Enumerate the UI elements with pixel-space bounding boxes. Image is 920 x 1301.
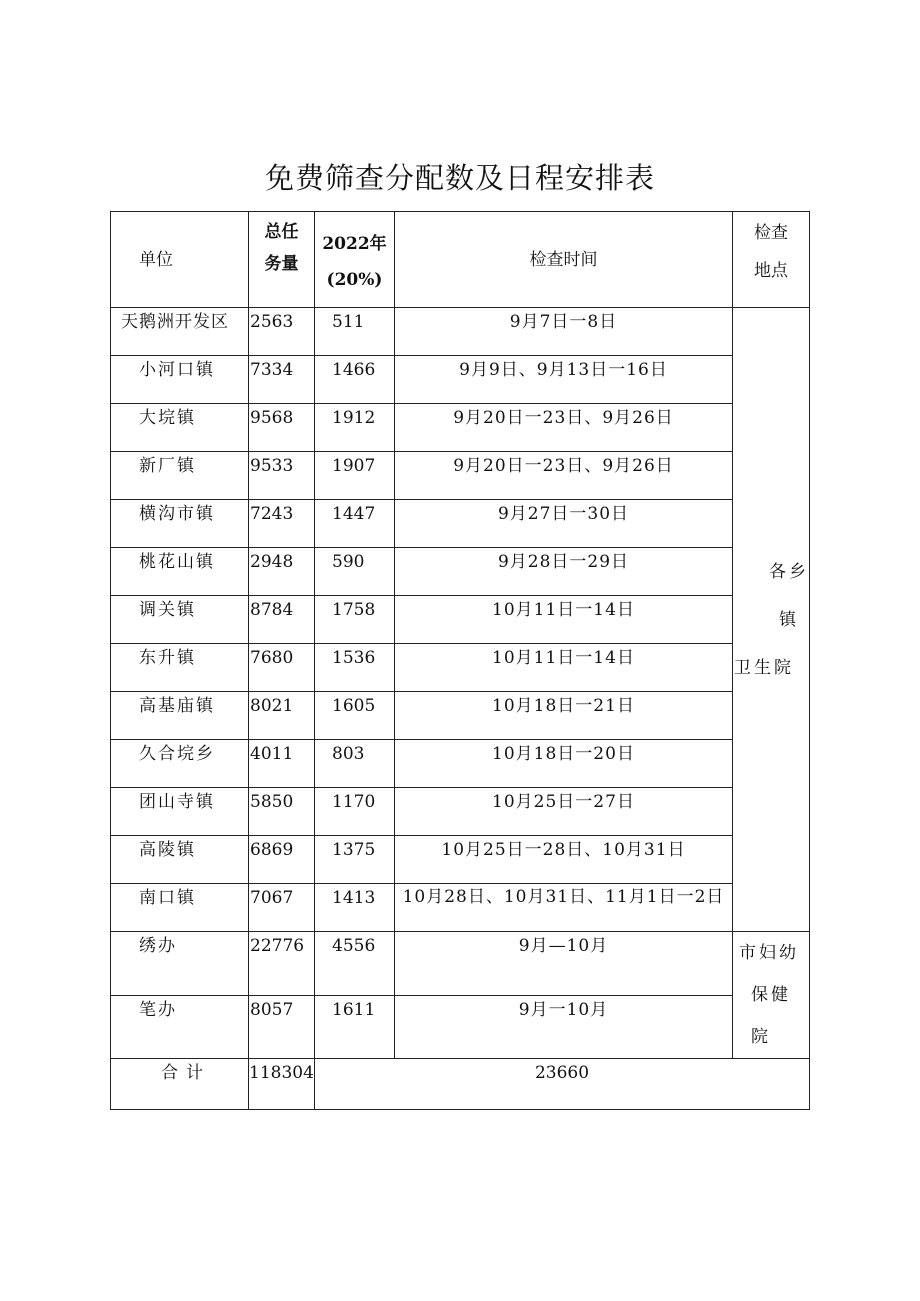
time-cell: 9月—10月: [395, 932, 733, 996]
unit-cell: 横沟市镇: [111, 500, 249, 548]
time-cell: 10月25日一27日: [395, 788, 733, 836]
total-cell: 2948: [249, 548, 315, 596]
total-cell: 8784: [249, 596, 315, 644]
summary-row: [111, 1059, 810, 1110]
location-township-line1: 各乡镇: [769, 561, 809, 630]
table-row: [111, 932, 810, 996]
table-row: [111, 884, 810, 932]
total-cell: 8057: [249, 995, 315, 1059]
unit-cell: 团山寺镇: [111, 788, 249, 836]
time-cell: 9月7日一8日: [395, 308, 733, 356]
header-year-line2: (20%): [326, 270, 383, 290]
summary-label: 合计: [111, 1059, 249, 1110]
total-cell: 9533: [249, 452, 315, 500]
table-row: [111, 308, 810, 356]
table-row: [111, 452, 810, 500]
table-row: [111, 692, 810, 740]
location-township-cell: [733, 308, 810, 932]
total-cell: 7067: [249, 884, 315, 932]
total-cell: 7334: [249, 356, 315, 404]
header-unit: 单位: [111, 212, 249, 308]
page-title: 免费筛查分配数及日程安排表: [264, 161, 655, 195]
total-cell: 4011: [249, 740, 315, 788]
header-location-line1: 检查: [754, 223, 788, 243]
location-city-line2: 保健院: [751, 985, 791, 1047]
time-cell: 10月11日一14日: [395, 596, 733, 644]
unit-cell: 南口镇: [111, 884, 249, 932]
time-cell: 9月20日一23日、9月26日: [395, 452, 733, 500]
summary-total: 118304: [249, 1059, 315, 1110]
year-cell: 1466: [315, 356, 395, 404]
year-cell: 1536: [315, 644, 395, 692]
unit-cell: 高陵镇: [111, 836, 249, 884]
time-cell: 9月9日、9月13日一16日: [395, 356, 733, 404]
table-row: [111, 836, 810, 884]
unit-cell: 桃花山镇: [111, 548, 249, 596]
unit-cell: 久合垸乡: [111, 740, 249, 788]
time-cell: 9月一10月: [395, 995, 733, 1059]
table-row: [111, 995, 810, 1059]
total-cell: 7680: [249, 644, 315, 692]
header-check-time: 检查时间: [395, 212, 733, 308]
total-cell: 8021: [249, 692, 315, 740]
year-cell: 1907: [315, 452, 395, 500]
table-row: [111, 740, 810, 788]
header-total-line1: 总任: [264, 222, 299, 242]
year-cell: 511: [315, 308, 395, 356]
time-cell: 9月28日一29日: [395, 548, 733, 596]
header-row: [111, 212, 810, 308]
table-row: [111, 500, 810, 548]
year-cell: 1413: [315, 884, 395, 932]
schedule-table-body: [111, 212, 810, 1110]
table-row: [111, 596, 810, 644]
time-cell: 10月18日一20日: [395, 740, 733, 788]
time-cell: 10月28日、10月31日、11月1日一2日: [395, 884, 733, 932]
schedule-table: [110, 211, 810, 1110]
summary-year: 23660: [315, 1059, 810, 1110]
header-year-line1: 2022年: [322, 234, 387, 254]
total-cell: 9568: [249, 404, 315, 452]
year-cell: 1605: [315, 692, 395, 740]
table-row: [111, 356, 810, 404]
year-cell: 803: [315, 740, 395, 788]
year-cell: 1758: [315, 596, 395, 644]
unit-cell: 小河口镇: [111, 356, 249, 404]
total-cell: 6869: [249, 836, 315, 884]
location-township-line2: 卫生院: [734, 657, 794, 678]
year-cell: 1611: [315, 995, 395, 1059]
total-cell: 5850: [249, 788, 315, 836]
table-row: [111, 644, 810, 692]
year-cell: 1447: [315, 500, 395, 548]
year-cell: 1375: [315, 836, 395, 884]
year-cell: 590: [315, 548, 395, 596]
unit-cell: 高基庙镇: [111, 692, 249, 740]
time-cell: 10月18日一21日: [395, 692, 733, 740]
header-year-quota: [315, 212, 395, 308]
year-cell: 1170: [315, 788, 395, 836]
time-cell: 9月20日一23日、9月26日: [395, 404, 733, 452]
year-cell: 1912: [315, 404, 395, 452]
location-city-line1: 市妇幼: [739, 943, 799, 963]
unit-cell: 调关镇: [111, 596, 249, 644]
unit-cell: 新厂镇: [111, 452, 249, 500]
total-cell: 7243: [249, 500, 315, 548]
header-total-line2: 务量: [264, 254, 299, 274]
table-row: [111, 404, 810, 452]
time-cell: 10月11日一14日: [395, 644, 733, 692]
unit-cell: 绣办: [111, 932, 249, 996]
year-cell: 4556: [315, 932, 395, 996]
unit-cell: 笔办: [111, 995, 249, 1059]
header-location-line2: 地点: [754, 261, 788, 281]
unit-cell: 天鹅洲开发区: [111, 308, 249, 356]
header-check-location: [733, 212, 810, 308]
table-row: [111, 788, 810, 836]
unit-cell: 东升镇: [111, 644, 249, 692]
unit-cell: 大垸镇: [111, 404, 249, 452]
location-city-cell: [733, 932, 810, 1059]
total-cell: 2563: [249, 308, 315, 356]
table-row: [111, 548, 810, 596]
total-cell: 22776: [249, 932, 315, 996]
time-cell: 10月25日一28日、10月31日: [395, 836, 733, 884]
header-total-task: [249, 212, 315, 308]
time-cell: 9月27日一30日: [395, 500, 733, 548]
